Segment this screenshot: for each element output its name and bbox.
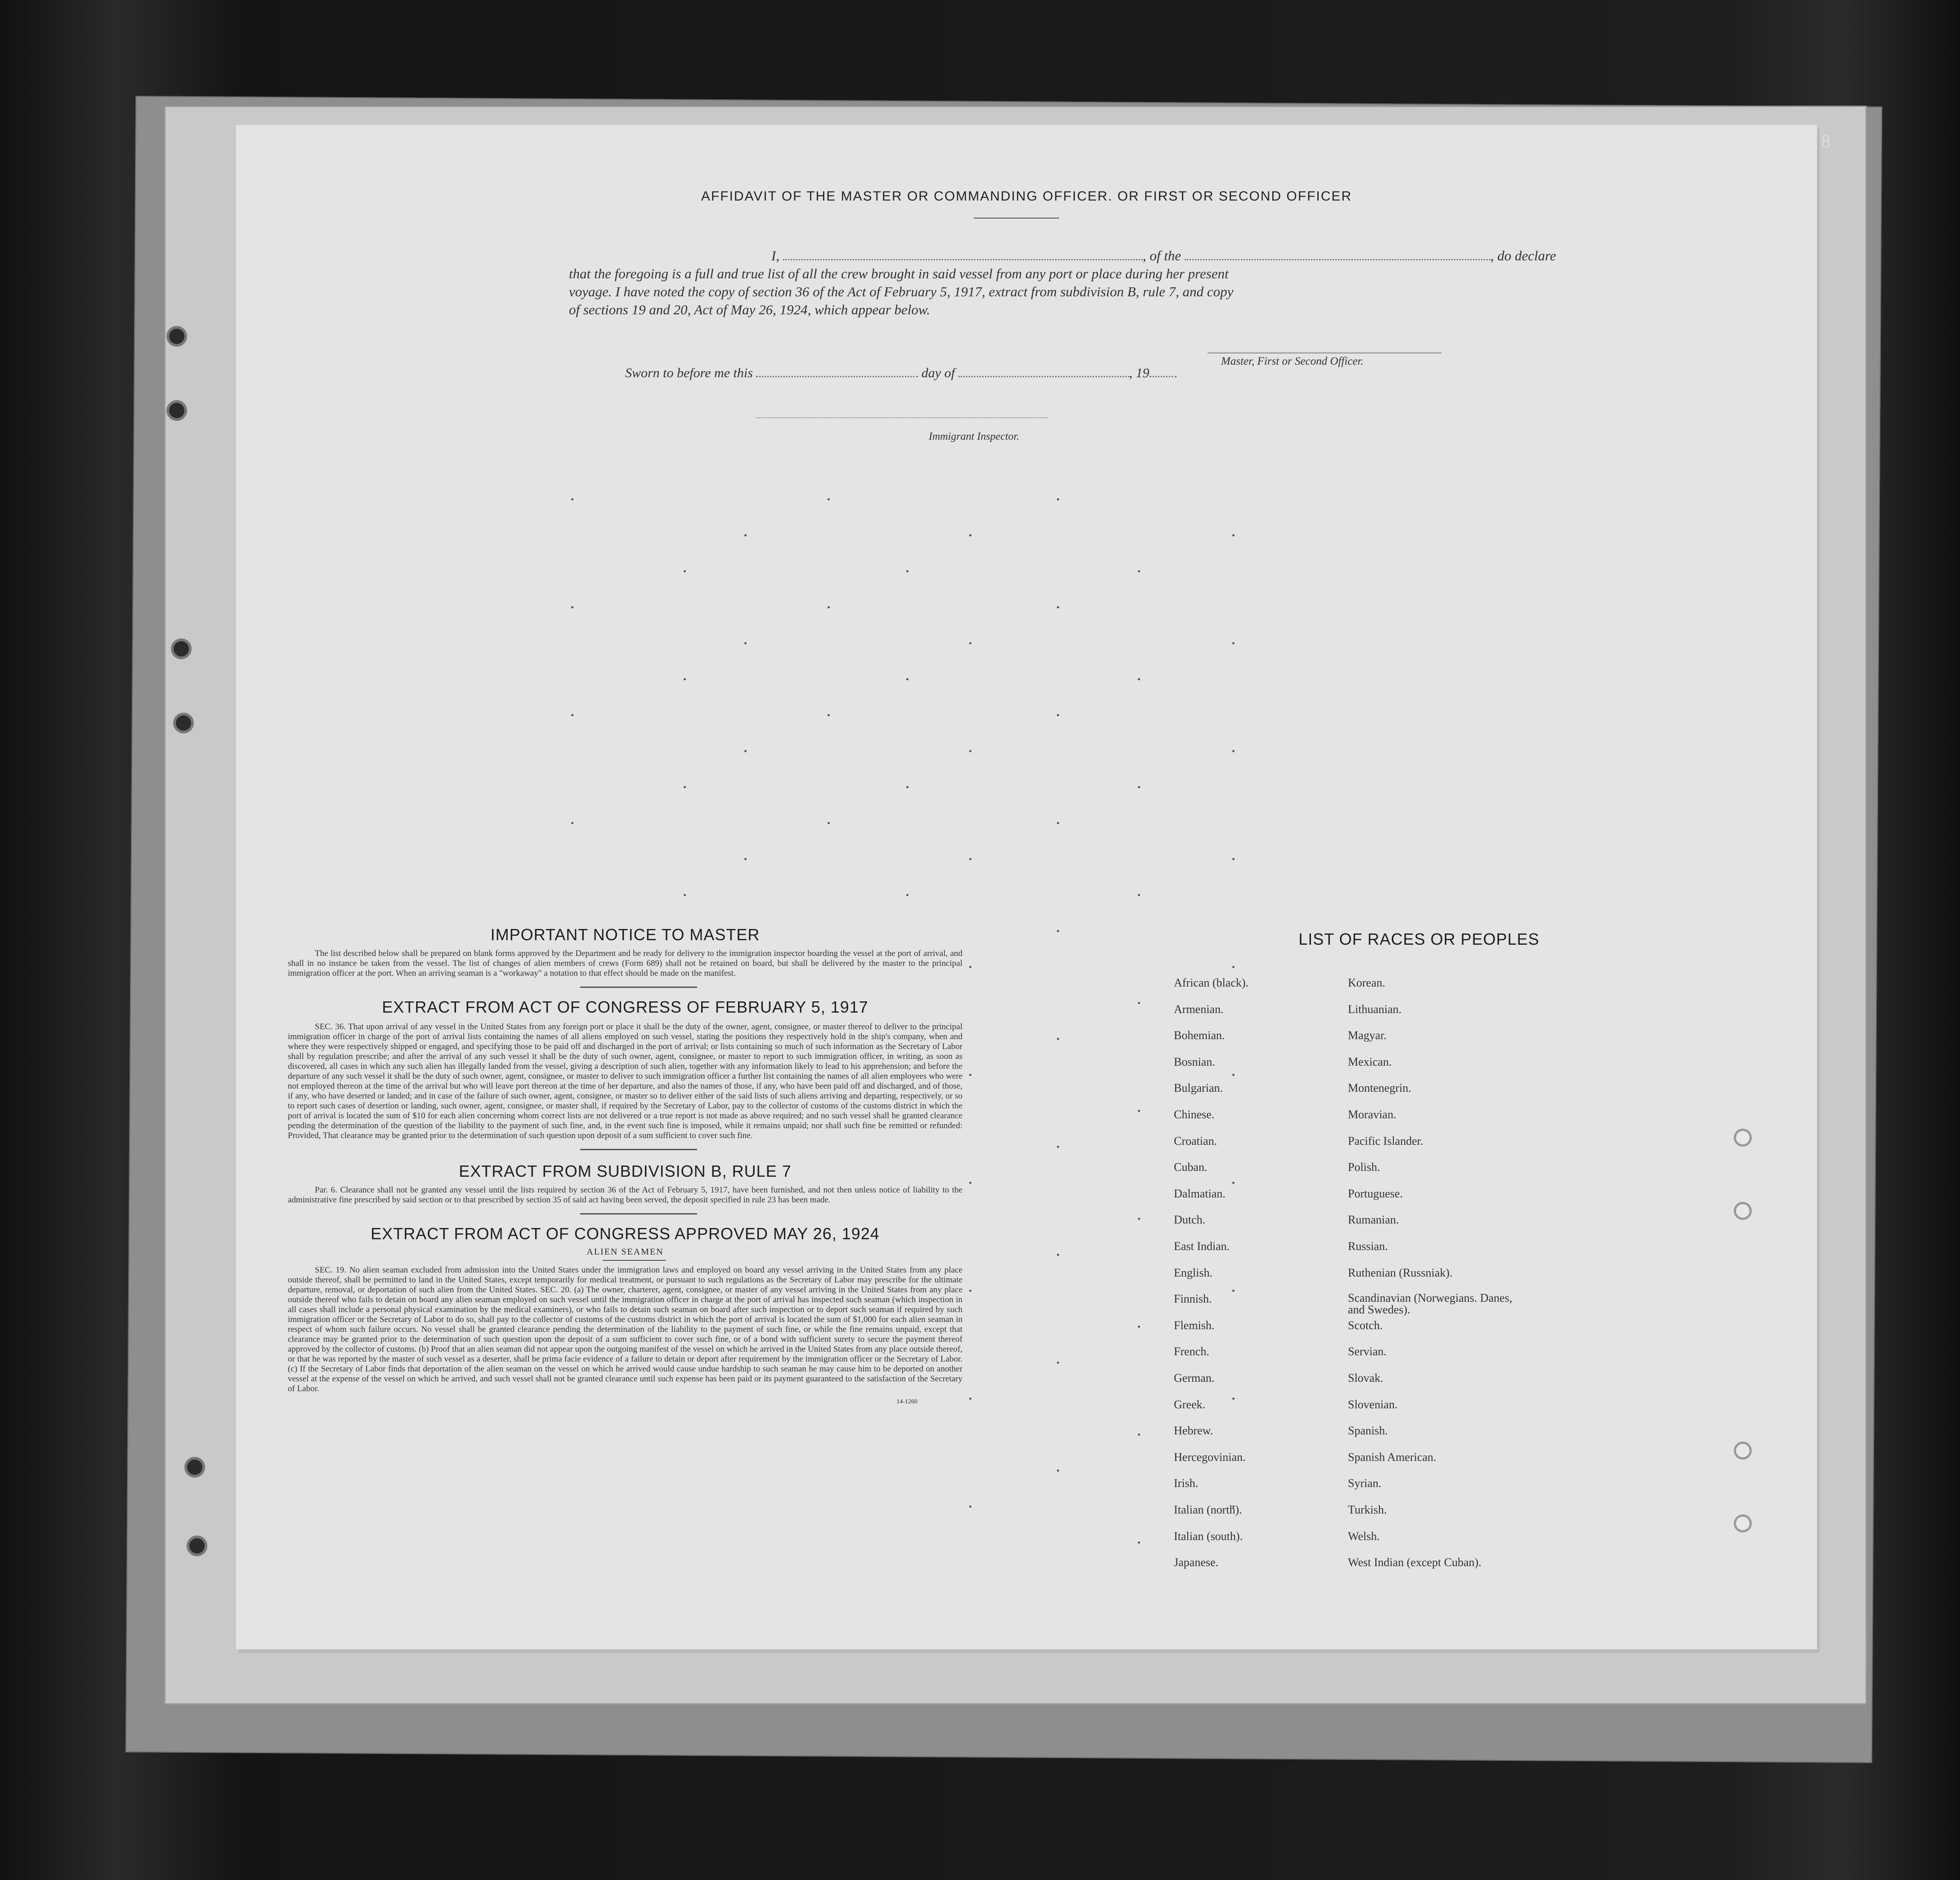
race-item: Chinese. bbox=[1174, 1108, 1215, 1121]
binder-hole bbox=[173, 713, 194, 733]
extract-1924-title: EXTRACT FROM ACT OF CONGRESS APPROVED MAY 26, 1924 bbox=[371, 1224, 880, 1243]
form-dot bbox=[1138, 1218, 1140, 1220]
binder-hole bbox=[1734, 1514, 1752, 1532]
race-item: Slovenian. bbox=[1348, 1398, 1398, 1411]
rule7-body: Par. 6. Clearance shall not be granted any vessel until the lists required by section 36 of the Act of February 5, 1917, have been furnished, and not then unless notice of liability to the administrative fine prescribed by said section or to that prescribed by section 35 of said act having been served, the deposit specified in rule 23 has been made. bbox=[288, 1185, 962, 1205]
affidavit-i: I, bbox=[771, 248, 780, 263]
race-item: Dalmatian. bbox=[1174, 1187, 1226, 1200]
form-dot bbox=[828, 498, 830, 500]
race-item: Bulgarian. bbox=[1174, 1081, 1223, 1095]
form-dot bbox=[1232, 966, 1235, 968]
form-dot bbox=[1057, 930, 1059, 932]
form-dot bbox=[1138, 1541, 1140, 1544]
race-item: Hebrew. bbox=[1174, 1424, 1213, 1438]
affidavit-line-3: voyage. I have noted the copy of section 36 of the Act of February 5, 1917, extract from subdivision B, rule 7, and copy bbox=[569, 284, 1234, 299]
inspector-label: Immigrant Inspector. bbox=[929, 431, 1020, 442]
race-item: Scotch. bbox=[1348, 1318, 1383, 1332]
affidavit-line-4: of sections 19 and 20, Act of May 26, 1924, which appear below. bbox=[569, 302, 931, 317]
form-dot bbox=[1057, 606, 1059, 608]
race-item: Italian (south). bbox=[1174, 1529, 1243, 1543]
race-item: Korean. bbox=[1348, 976, 1386, 989]
form-dot bbox=[1232, 1290, 1235, 1292]
binder-hole bbox=[1734, 1129, 1752, 1147]
affidavit-body bbox=[569, 243, 1684, 323]
race-item: Hercegovinian. bbox=[1174, 1450, 1246, 1464]
sworn-line bbox=[625, 366, 1177, 381]
form-dot bbox=[571, 498, 573, 500]
race-item: East Indian. bbox=[1174, 1240, 1230, 1253]
form-dot bbox=[1138, 786, 1140, 788]
race-item: German. bbox=[1174, 1371, 1215, 1384]
race-item: Cuban. bbox=[1174, 1161, 1208, 1174]
form-dot bbox=[1057, 1469, 1059, 1472]
race-item: Syrian. bbox=[1348, 1477, 1382, 1490]
form-dot bbox=[1138, 894, 1140, 896]
form-dot bbox=[1057, 714, 1059, 716]
binder-hole bbox=[184, 1457, 205, 1478]
form-dot bbox=[744, 858, 747, 860]
race-item: Spanish American. bbox=[1348, 1450, 1436, 1464]
form-dot bbox=[571, 822, 573, 824]
affidavit-title: AFFIDAVIT OF THE MASTER OR COMMANDING OFFICER. OR FIRST OR SECOND OFFICER bbox=[701, 189, 1352, 204]
form-dot bbox=[744, 750, 747, 752]
notice-body: The list described below shall be prepared on blank forms approved by the Department and be ready for delivery to the immigration inspector boarding the vessel at the port of arrival, and shall in no instance be taken from the vessel. The list of changes of alien members of crews (Form 689) shall not be retained on board, but shall be delivered by the master to the principal immigration officer at the port. When an arriving seaman is a "workaway" a notation to that effect should be made on the manifest. bbox=[288, 949, 962, 978]
divider bbox=[974, 218, 1059, 219]
form-dot bbox=[684, 786, 686, 788]
form-dot bbox=[1232, 1182, 1235, 1184]
form-dot bbox=[744, 642, 747, 644]
binder-hole bbox=[1734, 1442, 1752, 1460]
race-item: Mexican. bbox=[1348, 1055, 1392, 1068]
extract-1917-body: SEC. 36. That upon arrival of any vessel in the United States from any foreign port or place it shall be the duty of the owner, agent, consignee, or master thereof to deliver to the principal immigration officer in charge of the port of arrival lists containing the names of all aliens employed on such vessel, stating the positions they respectively hold in the ship's company, when and where they were respectively shipped or engaged, and specifying those to be paid off and discharged in the port of arrival; or lists containing so much of such information as the Secretary of Labor shall by regulation prescribe; and after the arrival of any such vessel it shall be the duty of such owner, agent, consignee, or master to report to such immigration officer, in writing, as soon as discovered, all cases in which any such alien has illegally landed from the vessel, giving a description of such alien, together with any information likely to lead to his apprehension; and before the departure of any such vessel it shall be the duty of such owner, agent, consignee, or master to deliver to such immigration officer a further list containing the names of all alien employees who were not employed thereon at the time of the arrival but who will leave port thereon at the time of her departure, and also the names of those, if any, who have been paid off and discharged, and of those, if any, who have deserted or landed; and in case of the failure of such owner, agent, consignee, or master so to deliver either of the said lists of such aliens arriving and departing, respectively, or so to report such cases of desertion or landing, such owner, agent, consignee, or master shall, if required by the Secretary of Labor, pay to the collector of customs of the customs district in which the port of arrival is located the sum of $10 for each alien concerning whom correct lists are not delivered or a true report is not made as above required; and no such vessel shall be granted clearance pending the determination of the question of the liability to the payment of such fine, and, in the event such fine is imposed, while it remains unpaid; nor shall such fine be remitted or refunded: Provided, That clearance may be granted prior to the determination of such question upon deposit of a sum sufficient to cover such fine. bbox=[288, 1022, 962, 1140]
form-number: 14-1260 bbox=[896, 1398, 917, 1405]
form-dot bbox=[1057, 1254, 1059, 1256]
form-dot bbox=[571, 714, 573, 716]
race-item: Lithuanian. bbox=[1348, 1002, 1402, 1016]
form-dot bbox=[828, 714, 830, 716]
form-dot bbox=[969, 1398, 971, 1400]
race-item: Moravian. bbox=[1348, 1108, 1396, 1121]
binder-hole bbox=[166, 400, 187, 421]
form-dot bbox=[828, 822, 830, 824]
form-dot bbox=[828, 606, 830, 608]
form-dot bbox=[684, 678, 686, 680]
form-dot bbox=[1138, 1110, 1140, 1112]
form-dot bbox=[684, 894, 686, 896]
race-item: Russian. bbox=[1348, 1240, 1388, 1253]
extract-1924-subtitle: ALIEN SEAMEN bbox=[586, 1247, 664, 1257]
race-item: Flemish. bbox=[1174, 1318, 1215, 1332]
binder-hole bbox=[166, 326, 187, 347]
race-item: Magyar. bbox=[1348, 1029, 1387, 1042]
affidavit-declare: , do declare bbox=[1490, 248, 1556, 263]
master-label: Master, First or Second Officer. bbox=[1221, 355, 1364, 367]
races-title: LIST OF RACES OR PEOPLES bbox=[1298, 930, 1539, 948]
form-dot bbox=[1057, 1146, 1059, 1148]
form-dot bbox=[1057, 1038, 1059, 1040]
race-item: Polish. bbox=[1348, 1161, 1380, 1174]
document-page bbox=[236, 125, 1817, 1649]
form-dot bbox=[1232, 858, 1235, 860]
affidavit-line-2: that the foregoing is a full and true list of all the crew brought in said vessel from any port or place during her present bbox=[569, 266, 1229, 281]
divider bbox=[580, 1213, 697, 1215]
form-dot bbox=[969, 1290, 971, 1292]
form-dot bbox=[969, 1074, 971, 1076]
form-dot bbox=[1138, 678, 1140, 680]
rule7-title: EXTRACT FROM SUBDIVISION B, RULE 7 bbox=[459, 1162, 792, 1180]
race-item: Montenegrin. bbox=[1348, 1081, 1411, 1095]
name-field[interactable] bbox=[783, 259, 1143, 260]
race-item: French. bbox=[1174, 1345, 1209, 1358]
race-item: Italian (north). bbox=[1174, 1503, 1242, 1516]
form-dot bbox=[1232, 642, 1235, 644]
form-dot bbox=[1057, 822, 1059, 824]
form-dot bbox=[1057, 498, 1059, 500]
divider bbox=[580, 1149, 697, 1150]
race-item: Greek. bbox=[1174, 1398, 1206, 1411]
form-dot bbox=[906, 786, 908, 788]
race-item: Turkish. bbox=[1348, 1503, 1387, 1516]
binder-hole bbox=[171, 639, 192, 659]
form-dot bbox=[969, 858, 971, 860]
notice-title: IMPORTANT NOTICE TO MASTER bbox=[490, 925, 760, 944]
form-dot bbox=[1138, 1326, 1140, 1328]
sworn-day-of: day of bbox=[921, 366, 955, 380]
race-item: Slovak. bbox=[1348, 1371, 1383, 1384]
form-dot bbox=[906, 678, 908, 680]
divider bbox=[580, 987, 697, 988]
form-dot bbox=[906, 894, 908, 896]
vessel-field[interactable] bbox=[1185, 259, 1490, 260]
race-item: Spanish. bbox=[1348, 1424, 1388, 1438]
inspector-signature-line[interactable] bbox=[756, 417, 1048, 418]
form-dot bbox=[744, 534, 747, 536]
race-item: Servian. bbox=[1348, 1345, 1387, 1358]
form-dot bbox=[969, 642, 971, 644]
race-item: Irish. bbox=[1174, 1477, 1199, 1490]
margin-mark: 8 bbox=[1821, 131, 1830, 151]
form-dot bbox=[1138, 570, 1140, 572]
sworn-year-field[interactable] bbox=[1150, 376, 1177, 377]
race-item: Welsh. bbox=[1348, 1529, 1380, 1543]
race-item: West Indian (except Cuban). bbox=[1348, 1556, 1481, 1569]
form-dot bbox=[1057, 1362, 1059, 1364]
sworn-month-field[interactable] bbox=[958, 376, 1129, 377]
affidavit-of-the: , of the bbox=[1142, 248, 1181, 263]
form-dot bbox=[1232, 750, 1235, 752]
race-item: English. bbox=[1174, 1266, 1213, 1279]
race-item: Croatian. bbox=[1174, 1134, 1217, 1148]
race-item: Dutch. bbox=[1174, 1213, 1206, 1227]
binder-hole bbox=[1734, 1202, 1752, 1220]
race-item: Bosnian. bbox=[1174, 1055, 1215, 1068]
form-dot bbox=[1138, 1002, 1140, 1004]
race-item: Finnish. bbox=[1174, 1292, 1212, 1306]
form-dot bbox=[1232, 1074, 1235, 1076]
form-dot bbox=[969, 966, 971, 968]
form-dot bbox=[969, 1505, 971, 1508]
sworn-year: , 19 bbox=[1129, 366, 1150, 380]
race-item: Bohemian. bbox=[1174, 1029, 1225, 1042]
legal-column bbox=[288, 925, 962, 1406]
race-item: Japanese. bbox=[1174, 1556, 1218, 1569]
form-dot bbox=[1138, 1433, 1140, 1436]
form-dot bbox=[969, 534, 971, 536]
form-dot bbox=[906, 570, 908, 572]
binder-hole bbox=[187, 1536, 207, 1556]
extract-1924-body: SEC. 19. No alien seaman excluded from admission into the United States under the immigration laws and employed on board any vessel arriving in the United States from any place outside thereof, shall be permitted to land in the United States, except temporarily for medical treatment, or pursuant to such regulations as the Secretary of Labor may prescribe for the ultimate departure, removal, or deportation of such alien from the United States. SEC. 20. (a) The owner, charterer, agent, consignee, or master of any vessel arriving in the United States from any place outside thereof who fails to detain on board any alien seaman employed on such vessel until the immigration officer in charge at the port of arrival has inspected such seaman (which inspection in all cases shall include a personal physical examination by the medical examiners), or who fails to detain such seaman on board after such inspection or to deport such seaman if required by such immigration officer or the Secretary of Labor to do so, shall pay to the collector of customs of the customs district in which the port of arrival is located the sum of $1,000 for each alien seaman in respect of whom such failure occurs. No vessel shall be granted clearance pending the determination of the liability to the payment of such fine, or while the fine remains unpaid, except that clearance may be granted prior to the determination of such question upon the deposit of a sum sufficient to cover such fine, or of a bond with sufficient surety to secure the payment thereof approved by the collector of customs. (b) Proof that an alien seaman did not appear upon the outgoing manifest of the vessel on which he arrived in the United States from any place outside thereof, or that he was reported by the master of such vessel as a deserter, shall be prima facie evidence of a failure to detain or deport after requirement by the immigration officer or the Secretary of Labor. (c) If the Secretary of Labor finds that deportation of the alien seaman on the vessel on which he arrived would cause undue hardship to such seaman he may cause him to be deported on another vessel at the expense of the vessel on which he arrived, and such vessel shall not be granted clearance until such expense has been paid or its payment guaranteed to the satisfaction of the Secretary of Labor. bbox=[288, 1265, 962, 1393]
form-dot bbox=[684, 570, 686, 572]
race-item: Armenian. bbox=[1174, 1002, 1224, 1016]
race-item: African (black). bbox=[1174, 976, 1249, 989]
race-item: Ruthenian (Russniak). bbox=[1348, 1266, 1453, 1279]
form-dot bbox=[969, 1182, 971, 1184]
sworn-day-field[interactable] bbox=[756, 376, 918, 377]
race-item: Rumanian. bbox=[1348, 1213, 1399, 1227]
form-dot bbox=[571, 606, 573, 608]
extract-1917-title: EXTRACT FROM ACT OF CONGRESS OF FEBRUARY 5, 1917 bbox=[382, 998, 868, 1016]
race-item: Pacific Islander. bbox=[1348, 1134, 1423, 1148]
form-dot bbox=[969, 750, 971, 752]
divider bbox=[603, 1260, 666, 1261]
race-item: Scandinavian (Norwegians. Danes, and Swedes). bbox=[1348, 1291, 1513, 1317]
race-item: Portuguese. bbox=[1348, 1187, 1403, 1200]
sworn-label: Sworn to before me this bbox=[625, 366, 753, 380]
form-dot bbox=[1232, 534, 1235, 536]
form-dot bbox=[1232, 1398, 1235, 1400]
